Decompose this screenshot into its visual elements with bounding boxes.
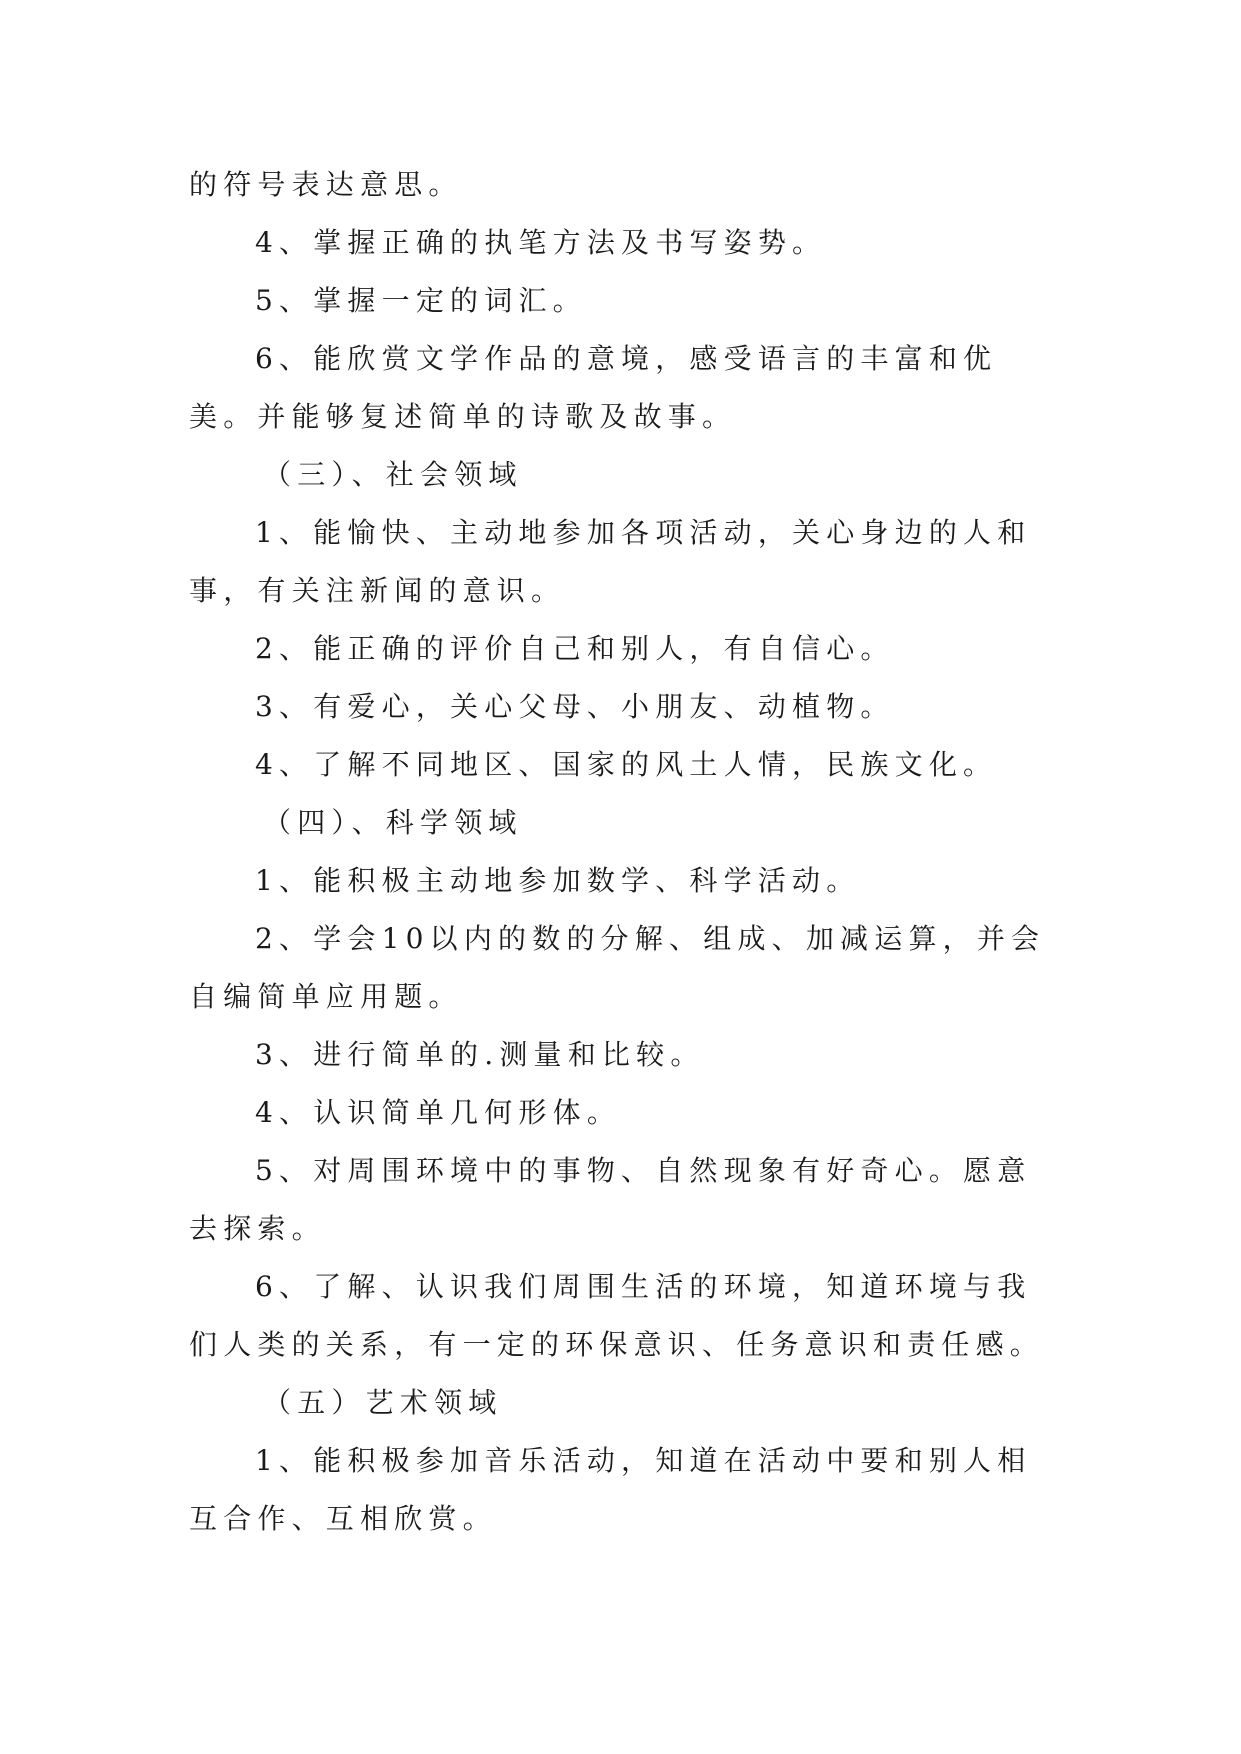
paragraph-item: 1、能积极主动地参加数学、科学活动。: [255, 864, 861, 897]
paragraph-item: 3、进行简单的.测量和比较。: [255, 1038, 705, 1071]
paragraph-item: 6、了解、认识我们周围生活的环境，知道环境与我们人类的关系，有一定的环保意识、任务意识和责任感。: [189, 1270, 1045, 1361]
section-heading-social: （三）、社会领域: [263, 458, 523, 491]
paragraph-item: 6、能欣赏文学作品的意境，感受语言的丰富和优美。并能够复述简单的诗歌及故事。: [189, 342, 998, 433]
paragraph-item: 3、有爱心，关心父母、小朋友、动植物。: [255, 690, 895, 723]
paragraph-item: 5、对周围环境中的事物、自然现象有好奇心。愿意去探索。: [189, 1154, 1032, 1245]
paragraph-item: 2、学会10以内的数的分解、组成、加减运算，并会自编简单应用题。: [189, 922, 1046, 1013]
paragraph-item: 5、掌握一定的词汇。: [255, 284, 587, 317]
paragraph-item: 4、了解不同地区、国家的风土人情，民族文化。: [255, 748, 998, 781]
paragraph-item: 4、认识简单几何形体。: [255, 1096, 622, 1129]
paragraph-continuation: 的符号表达意思。: [189, 168, 463, 201]
paragraph-item: 1、能愉快、主动地参加各项活动，关心身边的人和事，有关注新闻的意识。: [189, 516, 1032, 607]
section-heading-science: （四）、科学领域: [263, 806, 523, 839]
paragraph-item: 2、能正确的评价自己和别人，有自信心。: [255, 632, 895, 665]
paragraph-item: 4、掌握正确的执笔方法及书写姿势。: [255, 226, 827, 259]
document-body: [189, 156, 1059, 1548]
paragraph-item: 1、能积极参加音乐活动，知道在活动中要和别人相互合作、互相欣赏。: [189, 1444, 1032, 1535]
section-heading-art: （五）艺术领域: [263, 1386, 503, 1419]
